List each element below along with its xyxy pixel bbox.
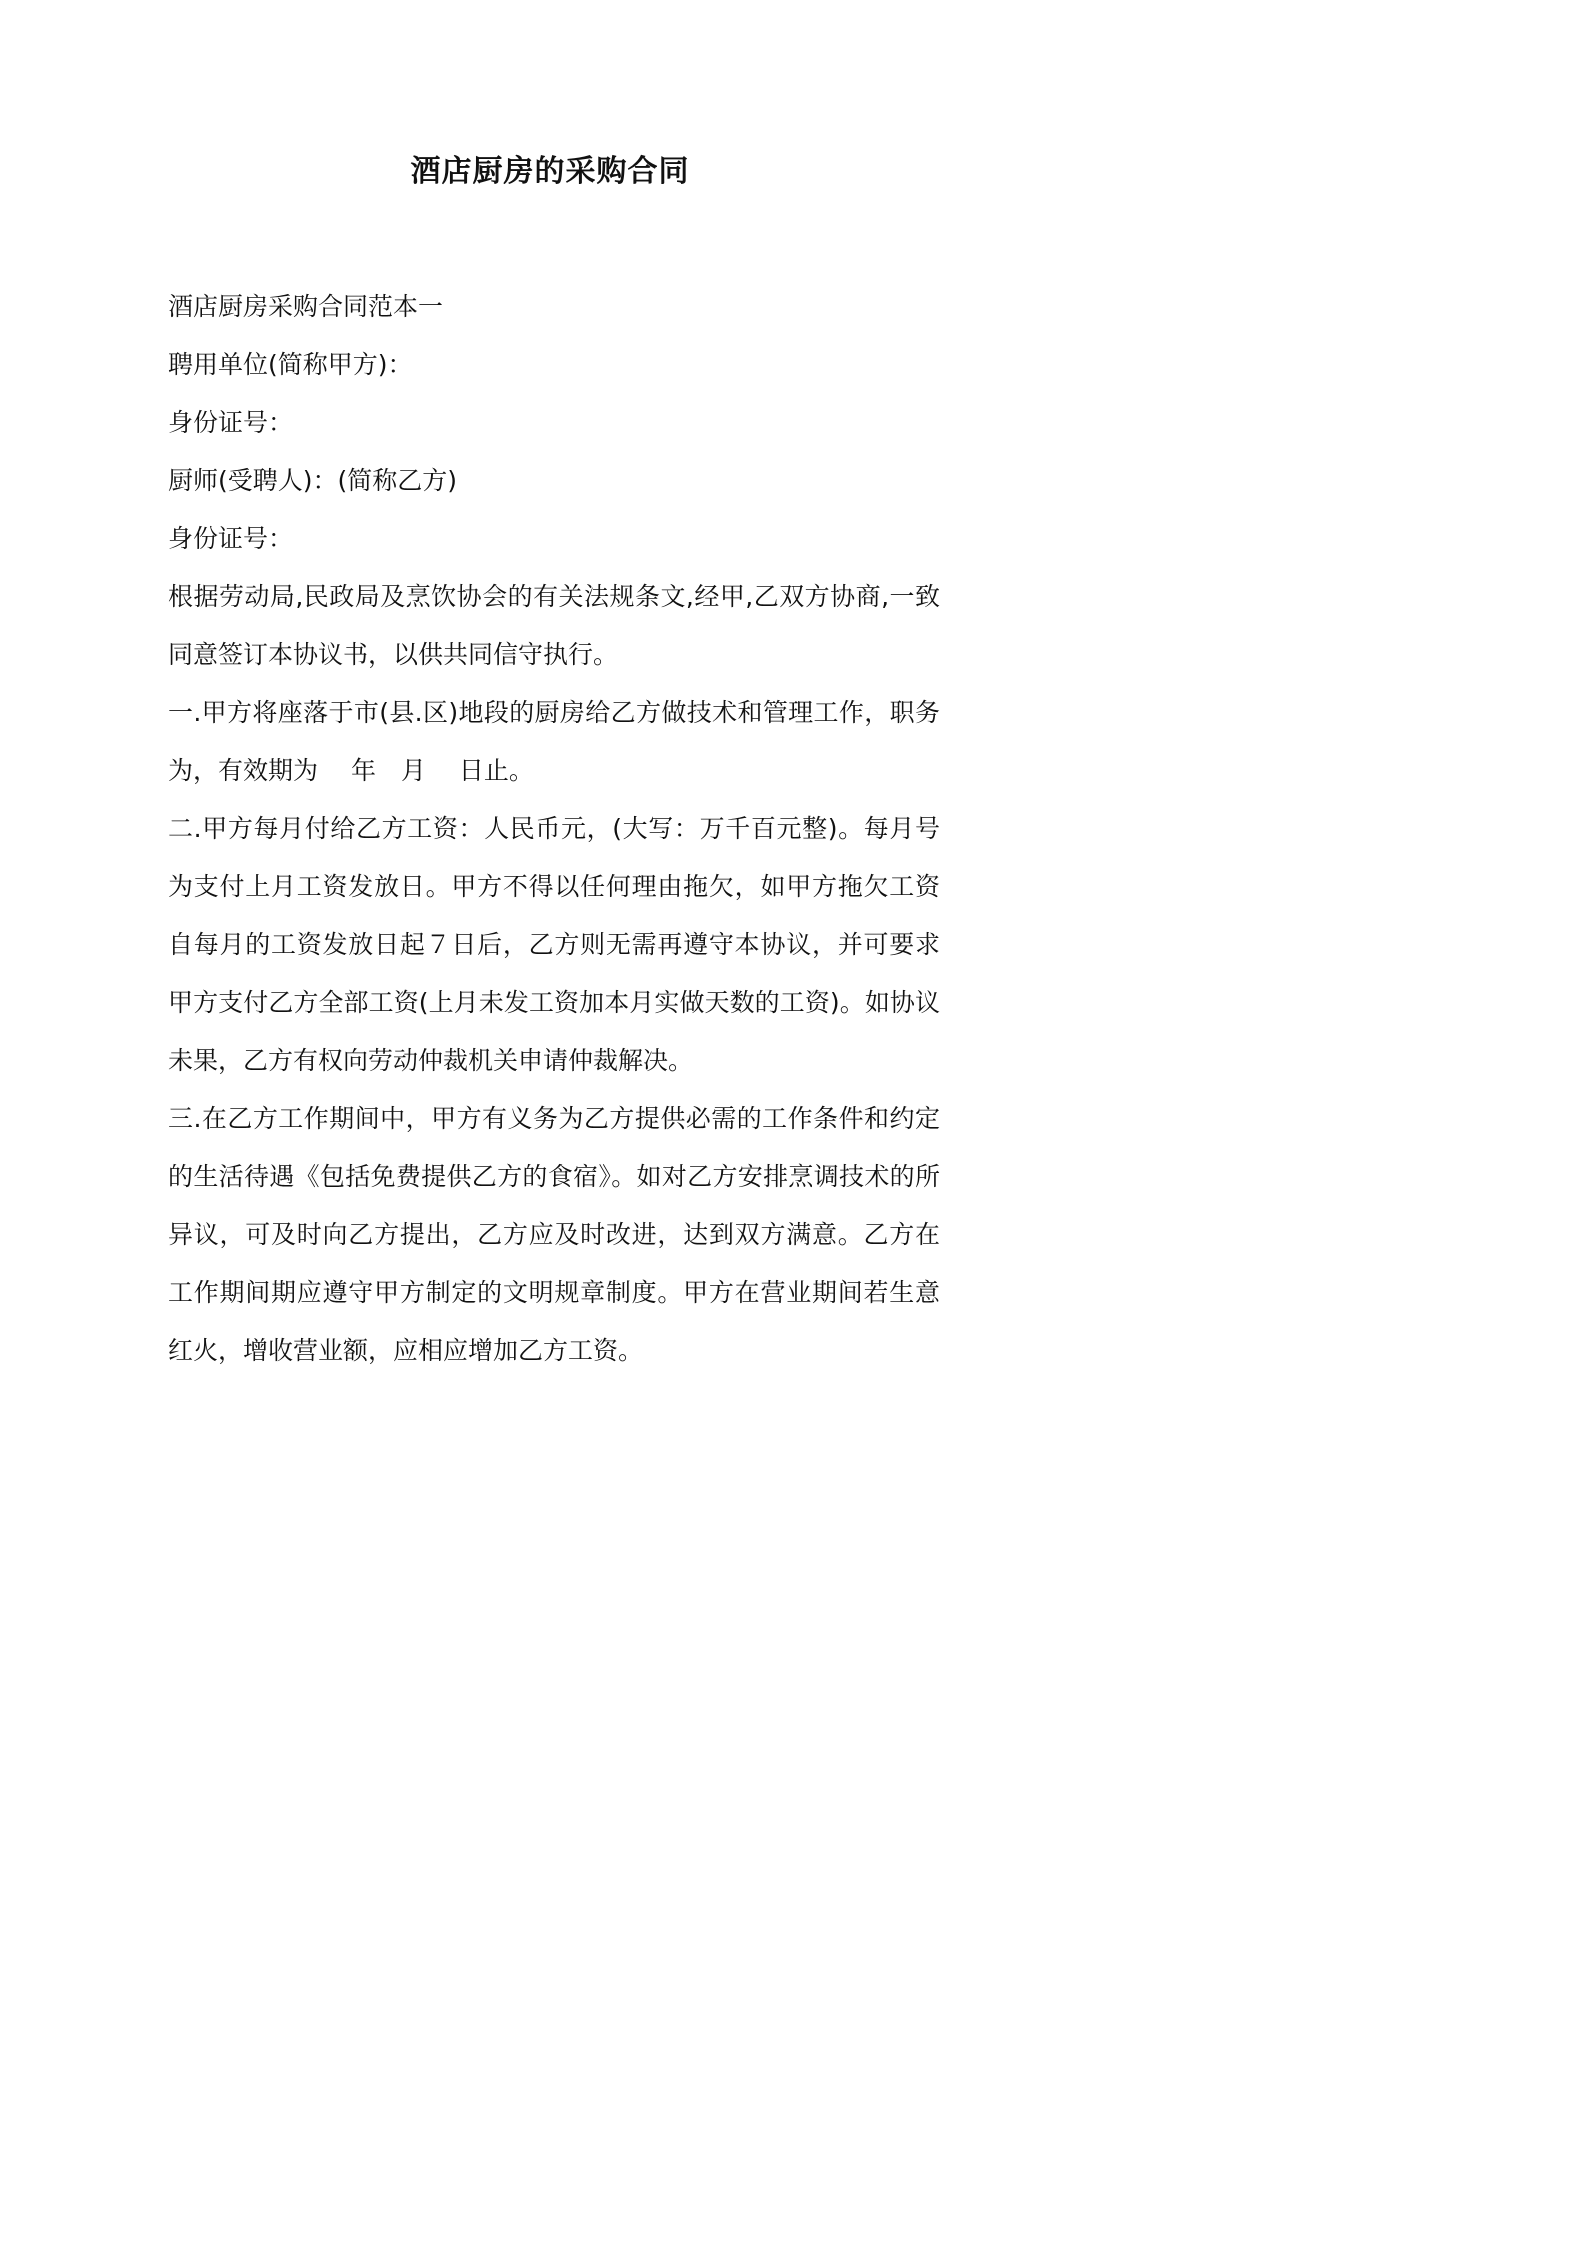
- document-body: [168, 278, 940, 1380]
- contract-template-heading: 酒店厨房采购合同范本一: [168, 292, 444, 321]
- preamble-paragraph: 根据劳动局,民政局及烹饮协会的有关法规条文,经甲,乙双方协商,一致同意签订本协议书，以供共同信守执行。: [168, 582, 940, 669]
- clause-two-paragraph: 二.甲方每月付给乙方工资：人民币元，(大写：万千百元整)。每月号为支付上月工资发放日。甲方不得以任何理由拖欠，如甲方拖欠工资自每月的工资发放日起７日后，乙方则无需再遵守本协议，并可要求甲方支付乙方全部工资(上月未发工资加本月实做天数的工资)。如协议未果，乙方有权向劳动仲裁机关申请仲裁解决。: [168, 814, 940, 1075]
- chef-field: 厨师(受聘人)：(简称乙方): [168, 466, 458, 495]
- document-title: 酒店厨房的采购合同: [410, 154, 690, 189]
- document-page: [0, 0, 1100, 1556]
- chef-id-field: 身份证号：: [168, 524, 294, 553]
- clause-three-paragraph: 三.在乙方工作期间中，甲方有义务为乙方提供必需的工作条件和约定的生活待遇《包括免费提供乙方的食宿》。如对乙方安排烹调技术的所异议，可及时向乙方提出，乙方应及时改进，达到双方满意。乙方在工作期间期应遵守甲方制定的文明规章制度。甲方在营业期间若生意红火，增收营业额，应相应增加乙方工资。: [168, 1104, 940, 1365]
- employer-field: 聘用单位(简称甲方)：: [168, 350, 413, 379]
- employer-id-field: 身份证号：: [168, 408, 294, 437]
- clause-one-paragraph: 一.甲方将座落于市(县.区)地段的厨房给乙方做技术和管理工作，职务为，有效期为 年 月 日止。: [168, 698, 940, 785]
